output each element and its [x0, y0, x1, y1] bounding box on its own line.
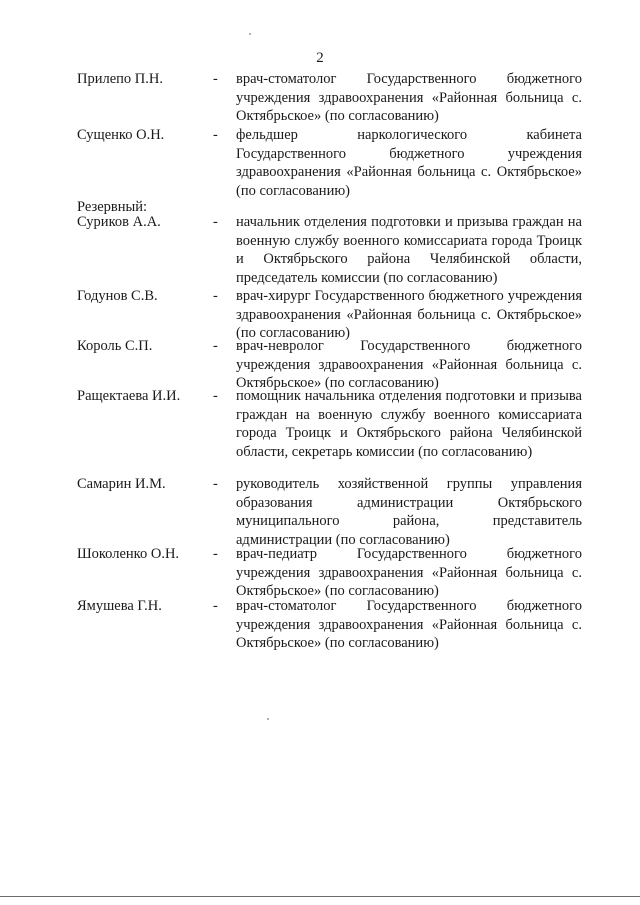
member-name: Ямушева Г.Н. — [77, 598, 162, 614]
member-description: врач-стоматолог Государственного бюджетного учреждения здравоохранения «Районная больница с. Октябрьское» (по согласованию) — [236, 598, 582, 651]
member-name: Ращектаева И.И. — [77, 388, 181, 404]
reserve-section-label: Резервный: — [77, 199, 148, 215]
member-dash: - — [213, 214, 218, 230]
member-dash: - — [213, 338, 218, 354]
member-dash: - — [213, 71, 218, 87]
member-name: Король С.П. — [77, 338, 153, 354]
member-name: Суриков А.А. — [77, 214, 161, 230]
member-description: начальник отделения подготовки и призыва граждан на военную службу военного комиссариата города Троицк и Октябрьского района Челябинской области, председатель комиссии (по согласованию) — [236, 214, 582, 286]
member-description: врач-хирург Государственного бюджетного учреждения здравоохранения «Районная больница с. Октябрьское» (по согласованию) — [236, 288, 582, 341]
scan-speck — [267, 718, 269, 720]
member-description: врач-педиатр Государственного бюджетного учреждения здравоохранения «Районная больница с. Октябрьское» (по согласованию) — [236, 546, 582, 599]
member-name: Годунов С.В. — [77, 288, 158, 304]
member-name: Самарин И.М. — [77, 476, 166, 492]
member-description: помощник начальника отделения подготовки и призыва граждан на военную службу военного комиссариата города Троицк и Октябрьского района Челябинской области, секретарь комиссии (по согласованию) — [236, 388, 582, 460]
page-number: 2 — [316, 50, 324, 66]
member-name: Шоколенко О.Н. — [77, 546, 180, 562]
member-dash: - — [213, 388, 218, 404]
scan-speck — [249, 33, 251, 35]
member-dash: - — [213, 476, 218, 492]
member-description: руководитель хозяйственной группы управления образования администрации Октябрьского муниципального района, представитель администрации (по согласованию) — [236, 476, 582, 548]
member-dash: - — [213, 288, 218, 304]
member-dash: - — [213, 598, 218, 614]
member-name: Сущенко О.Н. — [77, 127, 165, 143]
member-description: фельдшер наркологического кабинета Государственного бюджетного учреждения здравоохранения «Районная больница с. Октябрьское» (по согласованию) — [236, 127, 582, 199]
page-bottom-edge — [0, 896, 640, 897]
member-description: врач-стоматолог Государственного бюджетного учреждения здравоохранения «Районная больница с. Октябрьское» (по согласованию) — [236, 71, 582, 124]
member-dash: - — [213, 546, 218, 562]
member-name: Прилепо П.Н. — [77, 71, 163, 87]
member-description: врач-невролог Государственного бюджетного учреждения здравоохранения «Районная больница с. Октябрьское» (по согласованию) — [236, 338, 582, 391]
member-dash: - — [213, 127, 218, 143]
